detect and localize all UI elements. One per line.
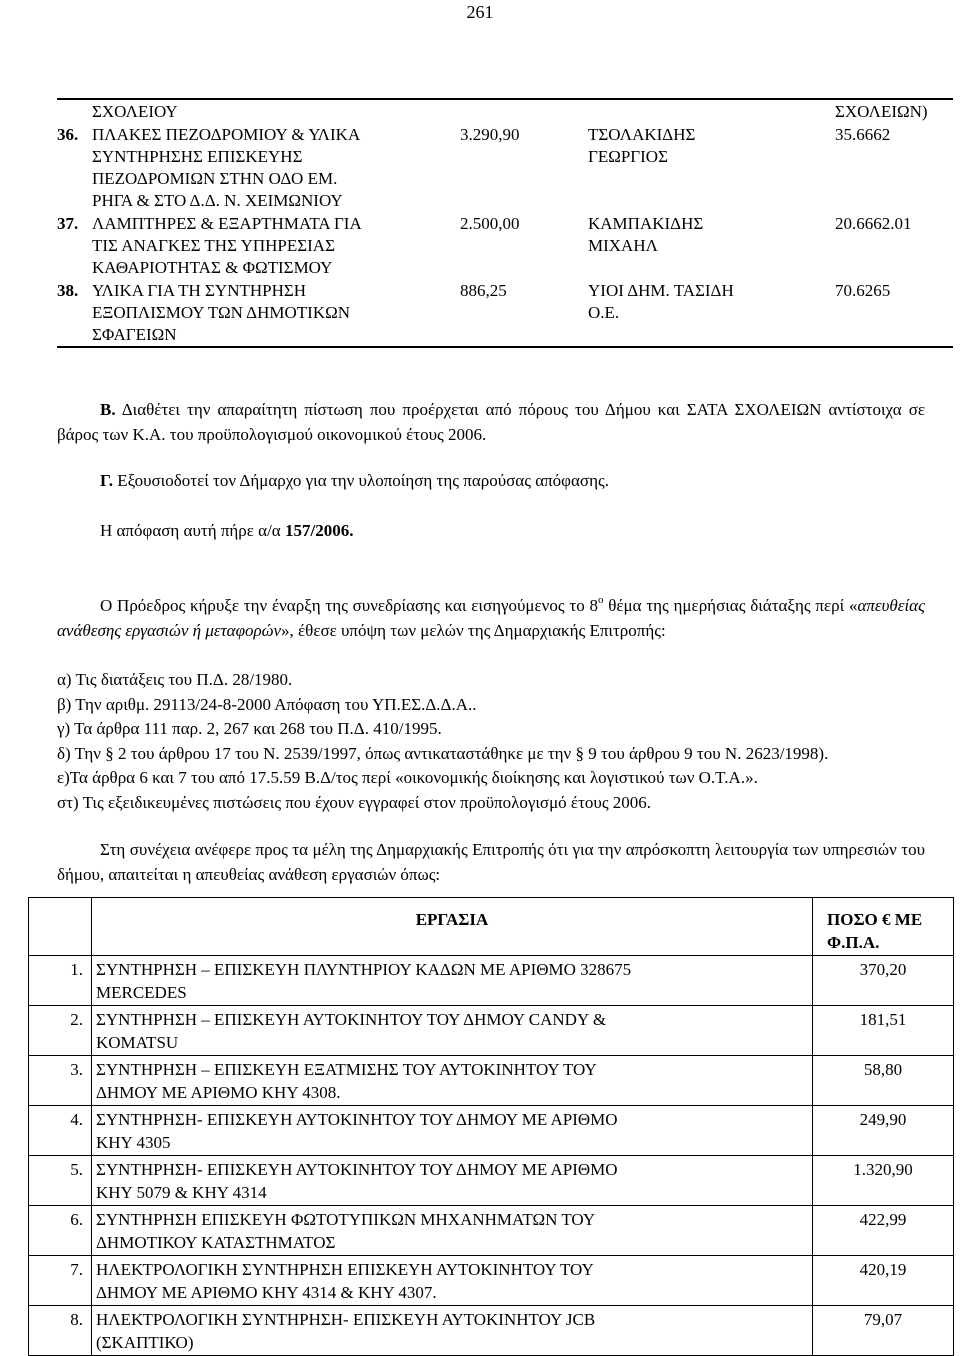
carry-over-code: ΣΧΟΛΕΙΩΝ) bbox=[835, 102, 928, 121]
intro-part3: », έθεσε υπόψη των μελών της Δημαρχιακής Επιτροπής: bbox=[281, 620, 666, 640]
row-supplier: ΥΙΟΙ ΔΗΜ. ΤΑΣΙΔΗ Ο.Ε. bbox=[588, 281, 734, 322]
legal-list bbox=[57, 668, 925, 815]
row-amount: 2.500,00 bbox=[460, 214, 520, 233]
table-row bbox=[29, 1056, 954, 1106]
row-number: 37. bbox=[57, 214, 79, 233]
supplies-table bbox=[57, 98, 953, 348]
table-row bbox=[57, 279, 953, 347]
row-description: ΗΛΕΚΤΡΟΛΟΓΙΚΗ ΣΥΝΤΗΡΗΣΗ ΕΠΙΣΚΕΥΗ ΑΥΤΟΚΙΝΗΤΟΥ ΤΟΥ ΔΗΜΟΥ ΜΕ ΑΡΙΘΜΟ ΚΗΥ 4314 & ΚΗΥ 4307. bbox=[92, 1256, 813, 1306]
row-description: ΣΥΝΤΗΡΗΣΗ- ΕΠΙΣΚΕΥΗ ΑΥΤΟΚΙΝΗΤΟΥ ΤΟΥ ΔΗΜΟΥ ΜΕ ΑΡΙΘΜΟ ΚΗΥ 4305 bbox=[92, 1106, 813, 1156]
section-c-paragraph bbox=[57, 469, 925, 494]
section-c-label: Γ. bbox=[100, 471, 114, 490]
decision-paragraph bbox=[57, 519, 925, 544]
table-header-row bbox=[29, 898, 954, 956]
table-row bbox=[29, 1206, 954, 1256]
row-number: 5. bbox=[29, 1156, 92, 1206]
table-row bbox=[57, 123, 953, 212]
page-number: 261 bbox=[466, 2, 494, 22]
table-row bbox=[29, 956, 954, 1006]
decision-number: 157/2006. bbox=[284, 521, 354, 540]
row-amount: 370,20 bbox=[813, 956, 954, 1006]
row-amount: 79,07 bbox=[813, 1306, 954, 1356]
section-b-text: Διαθέτει την απαραίτητη πίστωση που προέρχεται από πόρους του Δήμου και ΣΑΤΑ ΣΧΟΛΕΙΩΝ αντίστοιχα σε βάρος των Κ.Α. του προϋπολογισμού οικονομικού έτους 2006. bbox=[57, 400, 925, 444]
row-code: 70.6265 bbox=[835, 281, 891, 300]
table-row bbox=[29, 1156, 954, 1206]
row-number: 38. bbox=[57, 281, 79, 300]
table-row-carry-over bbox=[57, 99, 953, 123]
row-code: 35.6662 bbox=[835, 125, 891, 144]
table-row bbox=[29, 1106, 954, 1156]
row-amount: 249,90 bbox=[813, 1106, 954, 1156]
row-description: ΗΛΕΚΤΡΟΛΟΓΙΚΗ ΣΥΝΤΗΡΗΣΗ- ΕΠΙΣΚΕΥΗ ΑΥΤΟΚΙΝΗΤΟΥ JCB (ΣΚΑΠΤΙΚΟ) bbox=[92, 1306, 813, 1356]
row-number: 36. bbox=[57, 125, 79, 144]
row-number: 7. bbox=[29, 1256, 92, 1306]
row-code: 20.6662.01 bbox=[835, 214, 912, 233]
row-number: 6. bbox=[29, 1206, 92, 1256]
row-amount: 181,51 bbox=[813, 1006, 954, 1056]
row-amount: 886,25 bbox=[460, 281, 507, 300]
row-description: ΠΛΑΚΕΣ ΠΕΖΟΔΡΟΜΙΟΥ & ΥΛΙΚΑ ΣΥΝΤΗΡΗΣΗΣ ΕΠΙΣΚΕΥΗΣ ΠΕΖΟΔΡΟΜΙΩΝ ΣΤΗΝ ΟΔΟ ΕΜ. ΡΗΓΑ & ΣΤΟ Δ.Δ. Ν. ΧΕΙΜΩΝΙΟΥ bbox=[92, 125, 361, 210]
header-amount: ΠΟΣΟ € ΜΕ Φ.Π.Α. bbox=[813, 898, 954, 956]
row-amount: 3.290,90 bbox=[460, 125, 520, 144]
row-amount: 422,99 bbox=[813, 1206, 954, 1256]
row-supplier: ΚΑΜΠΑΚΙΔΗΣ ΜΙΧΑΗΛ bbox=[588, 214, 704, 255]
decision-text: Η απόφαση αυτή πήρε α/α bbox=[100, 521, 281, 540]
table-row bbox=[29, 1256, 954, 1306]
intro-italic: απευθείας ανάθεσης εργασιών ή μεταφορών bbox=[57, 596, 926, 640]
list-item: στ) Τις εξειδικευμένες πιστώσεις που έχουν εγγραφεί στον προϋπολογισμό έτους 2006. bbox=[57, 792, 652, 812]
work-table bbox=[28, 897, 954, 1356]
row-description: ΣΥΝΤΗΡΗΣΗ – ΕΠΙΣΚΕΥΗ ΕΞΑΤΜΙΣΗΣ ΤΟΥ ΑΥΤΟΚΙΝΗΤΟΥ ΤΟΥ ΔΗΜΟΥ ΜΕ ΑΡΙΘΜΟ ΚΗΥ 4308. bbox=[92, 1056, 813, 1106]
intro-part2: θέμα της ημερήσιας διάταξης περί « bbox=[603, 596, 858, 615]
table-row bbox=[29, 1306, 954, 1356]
header-work: ΕΡΓΑΣΙΑ bbox=[92, 898, 813, 956]
row-description: ΥΛΙΚΑ ΓΙΑ ΤΗ ΣΥΝΤΗΡΗΣΗ ΕΞΟΠΛΙΣΜΟΥ ΤΩΝ ΔΗΜΟΤΙΚΩΝ ΣΦΑΓΕΙΩΝ bbox=[92, 281, 351, 344]
row-description: ΣΥΝΤΗΡΗΣΗ – ΕΠΙΣΚΕΥΗ ΠΛΥΝΤΗΡΙΟΥ ΚΑΔΩΝ ΜΕ ΑΡΙΘΜΟ 328675 MERCEDES bbox=[92, 956, 813, 1006]
row-number: 3. bbox=[29, 1056, 92, 1106]
row-number: 2. bbox=[29, 1006, 92, 1056]
row-number: 4. bbox=[29, 1106, 92, 1156]
row-description: ΛΑΜΠΤΗΡΕΣ & ΕΞΑΡΤΗΜΑΤΑ ΓΙΑ ΤΙΣ ΑΝΑΓΚΕΣ ΤΗΣ ΥΠΗΡΕΣΙΑΣ ΚΑΘΑΡΙΟΤΗΤΑΣ & ΦΩΤΙΣΜΟΥ bbox=[92, 214, 362, 277]
row-supplier: ΤΣΟΛΑΚΙΔΗΣ ΓΕΩΡΓΙΟΣ bbox=[588, 125, 696, 166]
intro-part1: Ο Πρόεδρος κήρυξε την έναρξη της συνεδρίασης και εισηγούμενος το 8 bbox=[100, 596, 598, 615]
row-amount: 58,80 bbox=[813, 1056, 954, 1106]
table-row bbox=[29, 1006, 954, 1056]
list-item: α) Τις διατάξεις του Π.Δ. 28/1980. bbox=[57, 670, 293, 689]
list-item: δ) Την § 2 του άρθρου 17 του Ν. 2539/1997, όπως αντικαταστάθηκε με την § 9 του άρθρου 9 του Ν. 2623/1998). bbox=[57, 743, 829, 763]
row-number: 8. bbox=[29, 1306, 92, 1356]
list-item: γ) Τα άρθρα 111 παρ. 2, 267 και 268 του Π.Δ. 410/1995. bbox=[57, 719, 442, 738]
row-amount: 420,19 bbox=[813, 1256, 954, 1306]
row-description: ΣΥΝΤΗΡΗΣΗ ΕΠΙΣΚΕΥΗ ΦΩΤΟΤΥΠΙΚΩΝ ΜΗΧΑΝΗΜΑΤΩΝ ΤΟΥ ΔΗΜΟΤΙΚΟΥ ΚΑΤΑΣΤΗΜΑΤΟΣ bbox=[92, 1206, 813, 1256]
list-item: ε)Τα άρθρα 6 και 7 του από 17.5.59 Β.Δ/τος περί «οικονομικής διοίκησης και λογιστικού των Ο.Τ.Α.». bbox=[57, 768, 758, 787]
row-number: 1. bbox=[29, 956, 92, 1006]
closing-paragraph: Στη συνέχεια ανέφερε προς τα μέλη της Δημαρχιακής Επιτροπής ότι για την απρόσκοπτη λειτουργία των υπηρεσιών του δήμου, απαιτείται η απευθείας ανάθεση εργασιών όπως: bbox=[57, 840, 925, 884]
intro-superscript: ο bbox=[597, 594, 604, 606]
section-b-label: Β. bbox=[100, 400, 116, 419]
section-c-text: Εξουσιοδοτεί τον Δήμαρχο για την υλοποίηση της παρούσας απόφασης. bbox=[117, 471, 609, 490]
row-amount: 1.320,90 bbox=[813, 1156, 954, 1206]
row-description: ΣΥΝΤΗΡΗΣΗ – ΕΠΙΣΚΕΥΗ ΑΥΤΟΚΙΝΗΤΟΥ ΤΟΥ ΔΗΜΟΥ CANDY & KOMATSU bbox=[92, 1006, 813, 1056]
row-description: ΣΥΝΤΗΡΗΣΗ- ΕΠΙΣΚΕΥΗ ΑΥΤΟΚΙΝΗΤΟΥ ΤΟΥ ΔΗΜΟΥ ΜΕ ΑΡΙΘΜΟ ΚΗΥ 5079 & ΚΗΥ 4314 bbox=[92, 1156, 813, 1206]
section-b-paragraph bbox=[57, 398, 925, 447]
list-item: β) Την αριθμ. 29113/24-8-2000 Απόφαση του ΥΠ.ΕΣ.Δ.Δ.Α.. bbox=[57, 694, 477, 714]
carry-over-desc: ΣΧΟΛΕΙΟΥ bbox=[92, 102, 178, 121]
intro-paragraph bbox=[57, 594, 925, 643]
table-row bbox=[57, 212, 953, 279]
